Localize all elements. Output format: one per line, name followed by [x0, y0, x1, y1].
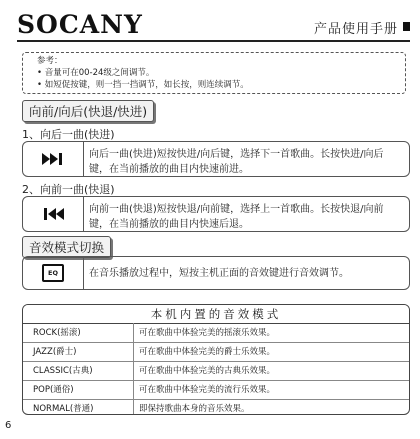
mode-effect: 可在歌曲中体验完美的流行乐效果。: [139, 385, 276, 395]
eq-icon: EQ: [42, 264, 64, 282]
next-track-icon: [42, 153, 64, 165]
prev-track-icon-cell: [23, 197, 84, 231]
prev-track-description: 向前一曲(快退)短按快退/向前键，选择上一首歌曲。长按快退/向前键，在当前播放的曲目内快速后退。: [89, 204, 384, 230]
eq-description: 在音乐播放过程中，短按主机正面的音效键进行音效调节。: [89, 268, 349, 279]
prev-track-icon: [42, 208, 64, 220]
mode-effect: 可在歌曲中体验完美的古典乐效果。: [139, 366, 276, 376]
table-row: [23, 362, 409, 381]
mode-effect: 可在歌曲中体验完美的爵士乐效果。: [139, 347, 276, 357]
mode-name: JAZZ(爵士): [33, 347, 77, 357]
eq-row: [22, 256, 410, 290]
prev-track-row: [22, 196, 410, 232]
manual-title-mark: [403, 22, 410, 31]
section-title-prev-next: 向前/向后(快退/快进): [22, 100, 154, 122]
reference-line: • 如短促按键，则一挡一挡调节，如长按，则连续调节。: [37, 80, 249, 90]
table-row: [23, 343, 409, 362]
header-rule: [17, 40, 410, 42]
eq-icon-cell: [23, 257, 84, 289]
next-track-description: 向后一曲(快进)短按快进/向后键，选择下一首歌曲。长按快进/向后键，在当前播放的曲目内快速前进。: [89, 149, 384, 175]
reference-line: • 音量可在00-24级之间调节。: [37, 68, 155, 78]
mode-name: CLASSIC(古典): [33, 366, 93, 376]
section-title-eq: 音效模式切换: [22, 236, 111, 258]
sound-mode-table-title: 本机内置的音效模式: [23, 305, 409, 324]
table-divider: [133, 323, 134, 414]
mode-name: NORMAL(普通): [33, 404, 94, 414]
subtitle-prev-track: 2、向前一曲(快退): [22, 183, 115, 196]
sound-mode-table: [22, 304, 410, 415]
mode-effect: 可在歌曲中体验完美的摇滚乐效果。: [139, 328, 276, 338]
table-row: [23, 400, 409, 415]
reference-note: [22, 52, 406, 94]
page-number: 6: [5, 420, 12, 431]
mode-effect: 即保持歌曲本身的音乐效果。: [139, 404, 250, 414]
subtitle-next-track: 1、向后一曲(快进): [22, 128, 115, 141]
mode-name: POP(通俗): [33, 385, 74, 395]
table-row: [23, 381, 409, 400]
table-row: [23, 324, 409, 343]
mode-name: ROCK(摇滚): [33, 328, 81, 338]
next-track-row: [22, 141, 410, 177]
reference-title: 参考：: [37, 56, 63, 66]
manual-title: 产品使用手册: [313, 22, 398, 37]
next-track-icon-cell: [23, 142, 84, 176]
brand-logo: SOCANY: [17, 10, 143, 39]
